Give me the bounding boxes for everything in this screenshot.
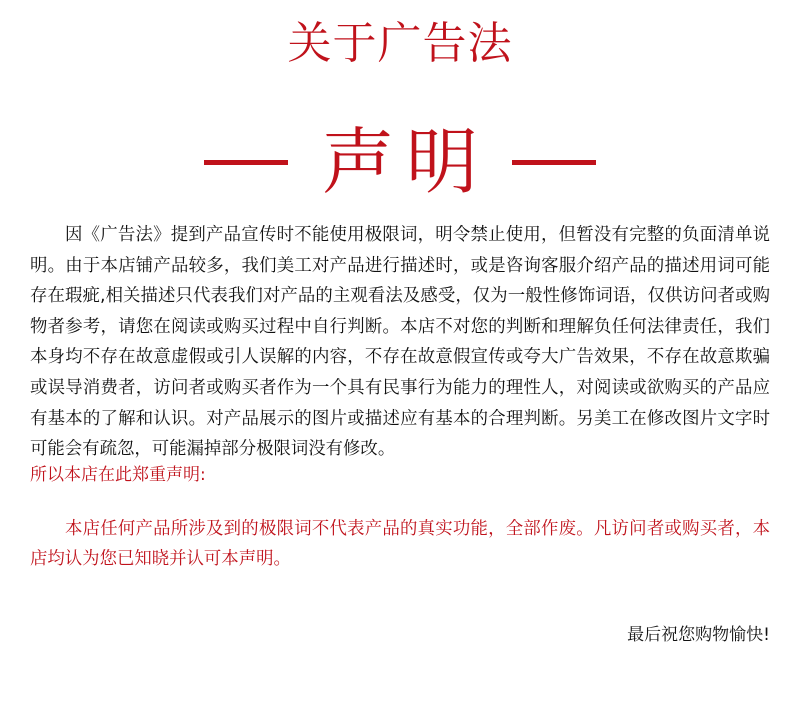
declaration-paragraph: 本店任何产品所涉及到的极限词不代表产品的真实功能，全部作废。凡访问者或购买者，本店均认为您已知晓并认可本声明。 <box>30 519 770 569</box>
declaration-label: 所以本店在此郑重声明: <box>30 465 206 485</box>
closing-line: 最后祝您购物愉快! <box>627 625 770 645</box>
page-title: 关于广告法 <box>287 18 513 69</box>
right-dash-divider <box>512 160 596 165</box>
page-subtitle: 声明 <box>321 120 490 204</box>
intro-paragraph: 因《广告法》提到产品宣传时不能使用极限词，明令禁止使用，但暂没有完整的负面清单说明。由于本店铺产品较多，我们美工对产品进行描述时，或是咨询客服介绍产品的描述用词可能存在瑕疵,相关描述只代表我们对产品的主观看法及感受，仅为一般性修饰词语，仅供访问者或购物者参考，请您在阅读或购买过程中自行判断。本店不对您的判断和理解负任何法律责任，我们本身均不存在故意虚假或引人误解的内容，不存在故意假宣传或夸大广告效果，不存在故意欺骗或误导消费者，访问者或购买者作为一个具有民事行为能力的理性人，对阅读或欲购买的产品应有基本的了解和认识。对产品展示的图片或描述应有基本的合理判断。另美工在修改图片文字时可能会有疏忽，可能漏掉部分极限词没有修改。 <box>30 225 770 460</box>
subtitle-row <box>0 112 800 212</box>
